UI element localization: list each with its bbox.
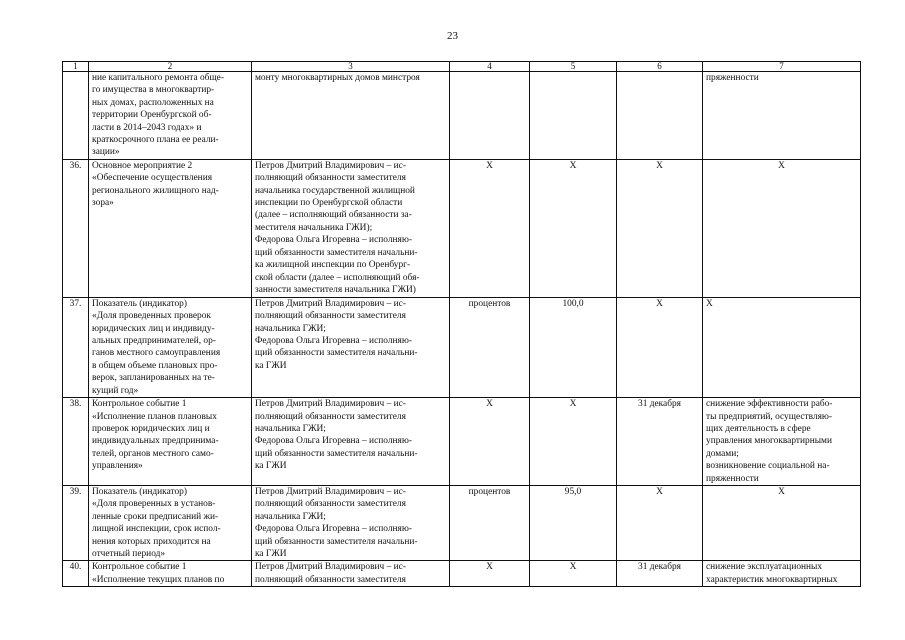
table-row — [63, 72, 861, 160]
unit: процентов — [450, 485, 530, 560]
unit — [450, 72, 530, 160]
item-name: Показатель (индикатор) «Доля проверенных в установ- ленные сроки предписаний жи- лищной инспекции, срок испол- нения которых приходится на отчетный период» — [89, 485, 252, 560]
column-header: 2 — [89, 62, 252, 72]
responsible-executor: Петров Дмитрий Владимирович – ис- полняющий обязанности заместителя начальника государственной жилищной инспекции по Оренбургской области (далее – исполняющий обязанности за- местителя начальника ГЖИ); Федорова Ольга Игоревна – исполняю- щий обязанности заместителя начальни- ка жилищной инспекции по Оренбург- ской области (далее – исполняющий обя- занности заместителя начальника ГЖИ) — [252, 159, 450, 297]
table-row — [63, 398, 861, 486]
unit: X — [450, 561, 530, 587]
target-value — [530, 72, 617, 160]
target-value: 100,0 — [530, 297, 617, 397]
responsible-executor: Петров Дмитрий Владимирович – ис- полняющий обязанности заместителя начальника ГЖИ; Федорова Ольга Игоревна – исполняю- щий обязанности заместителя начальни- ка ГЖИ — [252, 398, 450, 486]
row-number: 37. — [63, 297, 89, 397]
table-row — [63, 159, 861, 297]
consequence: снижение эксплуатационных характеристик многоквартирных — [703, 561, 861, 587]
activities-table — [62, 61, 861, 587]
item-name: Контрольное событие 1 «Исполнение текущих планов по — [89, 561, 252, 587]
consequence: X — [703, 159, 861, 297]
deadline: 31 декабря — [617, 561, 703, 587]
item-name: Контрольное событие 1 «Исполнение планов плановых проверок юридических лиц и индивидуальных предпринима- телей, органов местного само- управления» — [89, 398, 252, 486]
item-name: ние капитального ремонта обще- го имущества в многоквартир- ных домах, расположенных на территории Оренбургской об- ласти в 2014–2043 годах» и краткосрочного плана ее реали- зации» — [89, 72, 252, 160]
deadline: X — [617, 297, 703, 397]
consequence: пряженности — [703, 72, 861, 160]
responsible-executor: Петров Дмитрий Владимирович – ис- полняющий обязанности заместителя — [252, 561, 450, 587]
column-header: 7 — [703, 62, 861, 72]
row-number: 39. — [63, 485, 89, 560]
row-number: 40. — [63, 561, 89, 587]
deadline: X — [617, 159, 703, 297]
deadline — [617, 72, 703, 160]
deadline: X — [617, 485, 703, 560]
column-header-row — [63, 62, 861, 72]
row-number: 36. — [63, 159, 89, 297]
row-number: 38. — [63, 398, 89, 486]
target-value: X — [530, 159, 617, 297]
column-header: 5 — [530, 62, 617, 72]
item-name: Основное мероприятие 2 «Обеспечение осуществления регионального жилищного над- зора» — [89, 159, 252, 297]
page-number: 23 — [447, 30, 458, 42]
responsible-executor: Петров Дмитрий Владимирович – ис- полняющий обязанности заместителя начальника ГЖИ; Федорова Ольга Игоревна – исполняю- щий обязанности заместителя начальни- ка ГЖИ — [252, 297, 450, 397]
column-header: 1 — [63, 62, 89, 72]
row-number — [63, 72, 89, 160]
column-header: 3 — [252, 62, 450, 72]
item-name: Показатель (индикатор) «Доля проведенных проверок юридических лиц и индивиду- альных предпринимателей, ор- ганов местного самоуправления в общем объеме плановых про- верок, запланированных на те- кущий год» — [89, 297, 252, 397]
responsible-executor: монту многоквартирных домов минстроя — [252, 72, 450, 160]
unit: X — [450, 398, 530, 486]
consequence: снижение эффективности рабо- ты предприятий, осуществляю- щих деятельность в сфере управления многоквартирными домами; возникновение социальной на- пряженности — [703, 398, 861, 486]
deadline: 31 декабря — [617, 398, 703, 486]
target-value: X — [530, 398, 617, 486]
unit: процентов — [450, 297, 530, 397]
table-row — [63, 297, 861, 397]
unit: X — [450, 159, 530, 297]
consequence: X — [703, 485, 861, 560]
column-header: 6 — [617, 62, 703, 72]
table-row — [63, 561, 861, 587]
responsible-executor: Петров Дмитрий Владимирович – ис- полняющий обязанности заместителя начальника ГЖИ; Федорова Ольга Игоревна – исполняю- щий обязанности заместителя начальни- ка ГЖИ — [252, 485, 450, 560]
target-value: X — [530, 561, 617, 587]
table-row — [63, 485, 861, 560]
column-header: 4 — [450, 62, 530, 72]
consequence: X — [703, 297, 861, 397]
target-value: 95,0 — [530, 485, 617, 560]
